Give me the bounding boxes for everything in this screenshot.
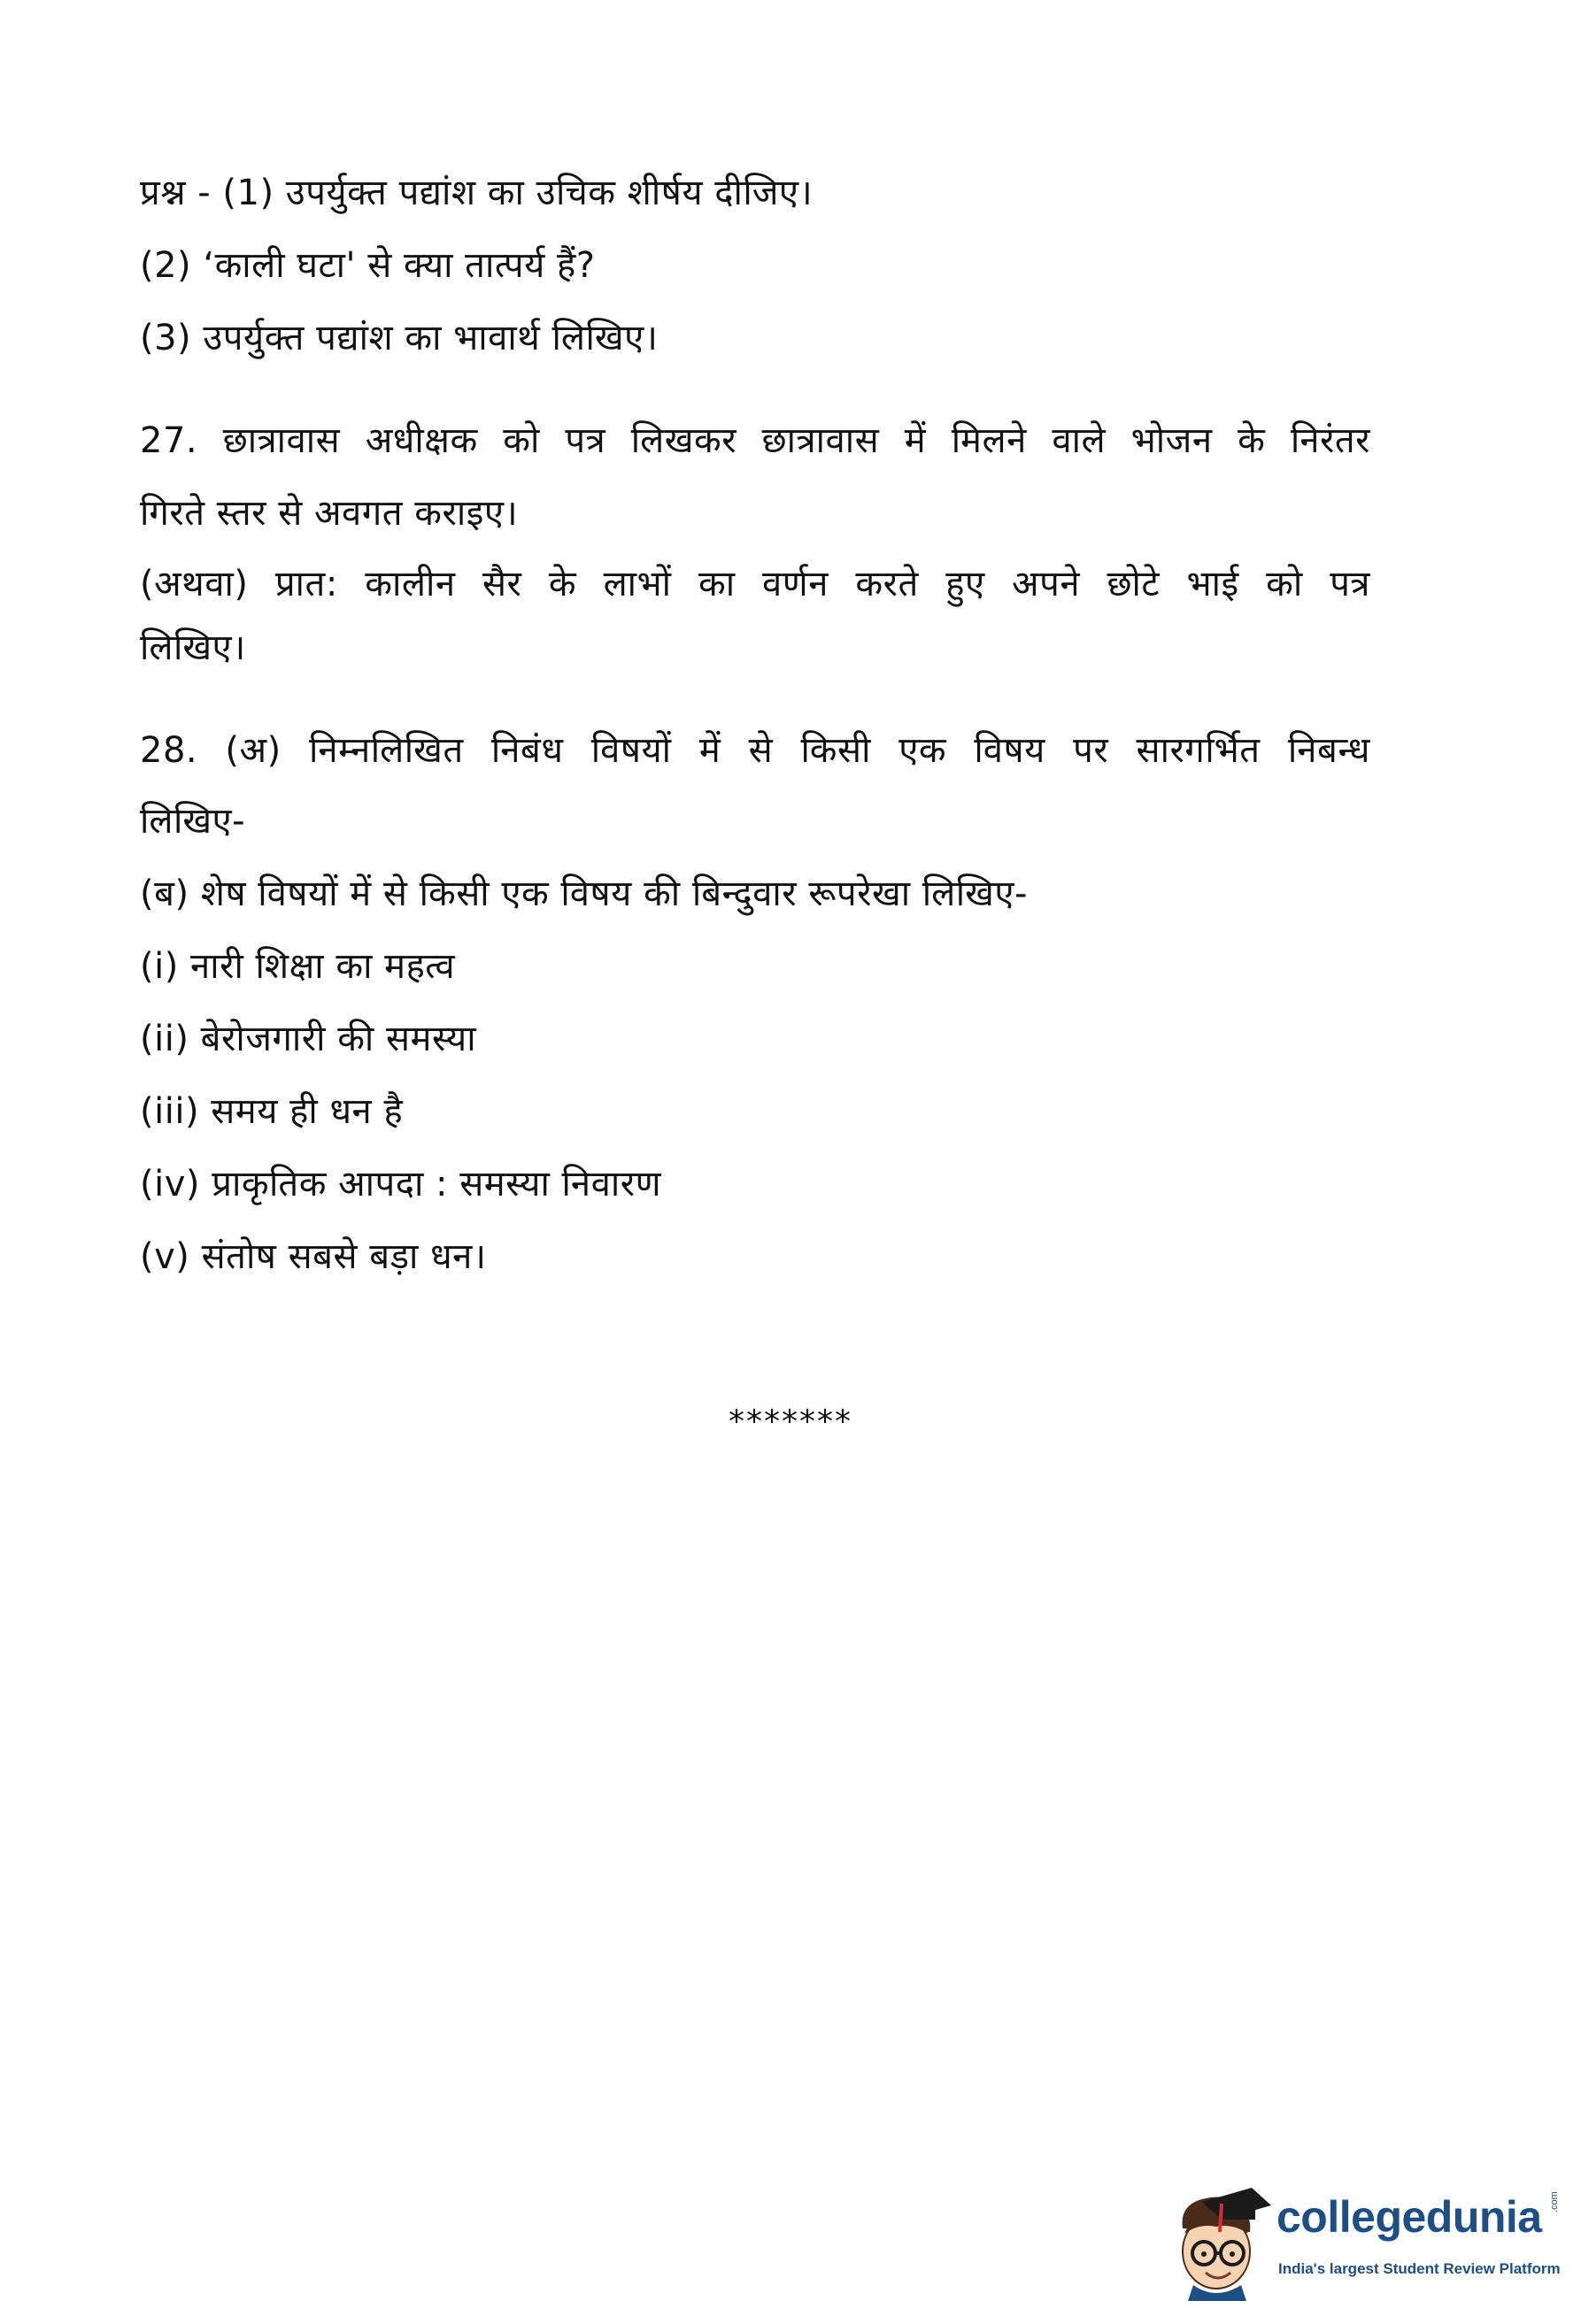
essay-topic-4: (iv) प्राकृतिक आपदा : समस्या निवारण [140, 1164, 661, 1204]
question-line-title: प्रश्न - (1) उपर्युक्त पद्यांश का उचिक शीर्षय दीजिए। [140, 173, 814, 213]
essay-topic-1: (i) नारी शिक्षा का महत्व [140, 946, 456, 987]
essay-topic-5: (v) संतोष सबसे बड़ा धन। [140, 1236, 487, 1277]
question-line-kali-ghata: (2) ‘काली घटा' से क्या तात्पर्य हैं? [140, 245, 596, 286]
essay-topic-2: (ii) बेरोजगारी की समस्या [140, 1019, 477, 1059]
logo-brand-name: collegedunia [1276, 2192, 1542, 2242]
question-27-alt-line-2: लिखिए। [140, 627, 246, 668]
question-27-line-1: 27. छात्रावास अधीक्षक को पत्र लिखकर छात्रावास में मिलने वाले भोजन के निरंतर [140, 420, 1370, 461]
question-28-line-1: 28. (अ) निम्नलिखित निबंध विषयों में से किसी एक विषय पर सारगर्भित निबन्ध [140, 730, 1370, 771]
essay-topic-3: (iii) समय ही धन है [140, 1091, 404, 1132]
collegedunia-logo [1167, 2186, 1561, 2301]
logo-brand-suffix: .com [1549, 2191, 1560, 2212]
question-28-part-b: (ब) शेष विषयों में से किसी एक विषय की बिन्दुवार रूपरेखा लिखिए- [140, 873, 1028, 914]
end-marker: ******* [729, 1404, 852, 1440]
logo-tagline: India's largest Student Review Platform [1278, 2260, 1561, 2277]
student-mascot-icon [1167, 2186, 1273, 2301]
question-27-alt-line-1: (अथवा) प्रात: कालीन सैर के लाभों का वर्णन करते हुए अपने छोटे भाई को पत्र [140, 564, 1370, 604]
question-line-bhavarth: (3) उपर्युक्त पद्यांश का भावार्थ लिखिए। [140, 318, 659, 358]
question-28-line-2: लिखिए- [140, 801, 246, 842]
question-27-line-2: गिरते स्तर से अवगत कराइए। [140, 493, 519, 534]
